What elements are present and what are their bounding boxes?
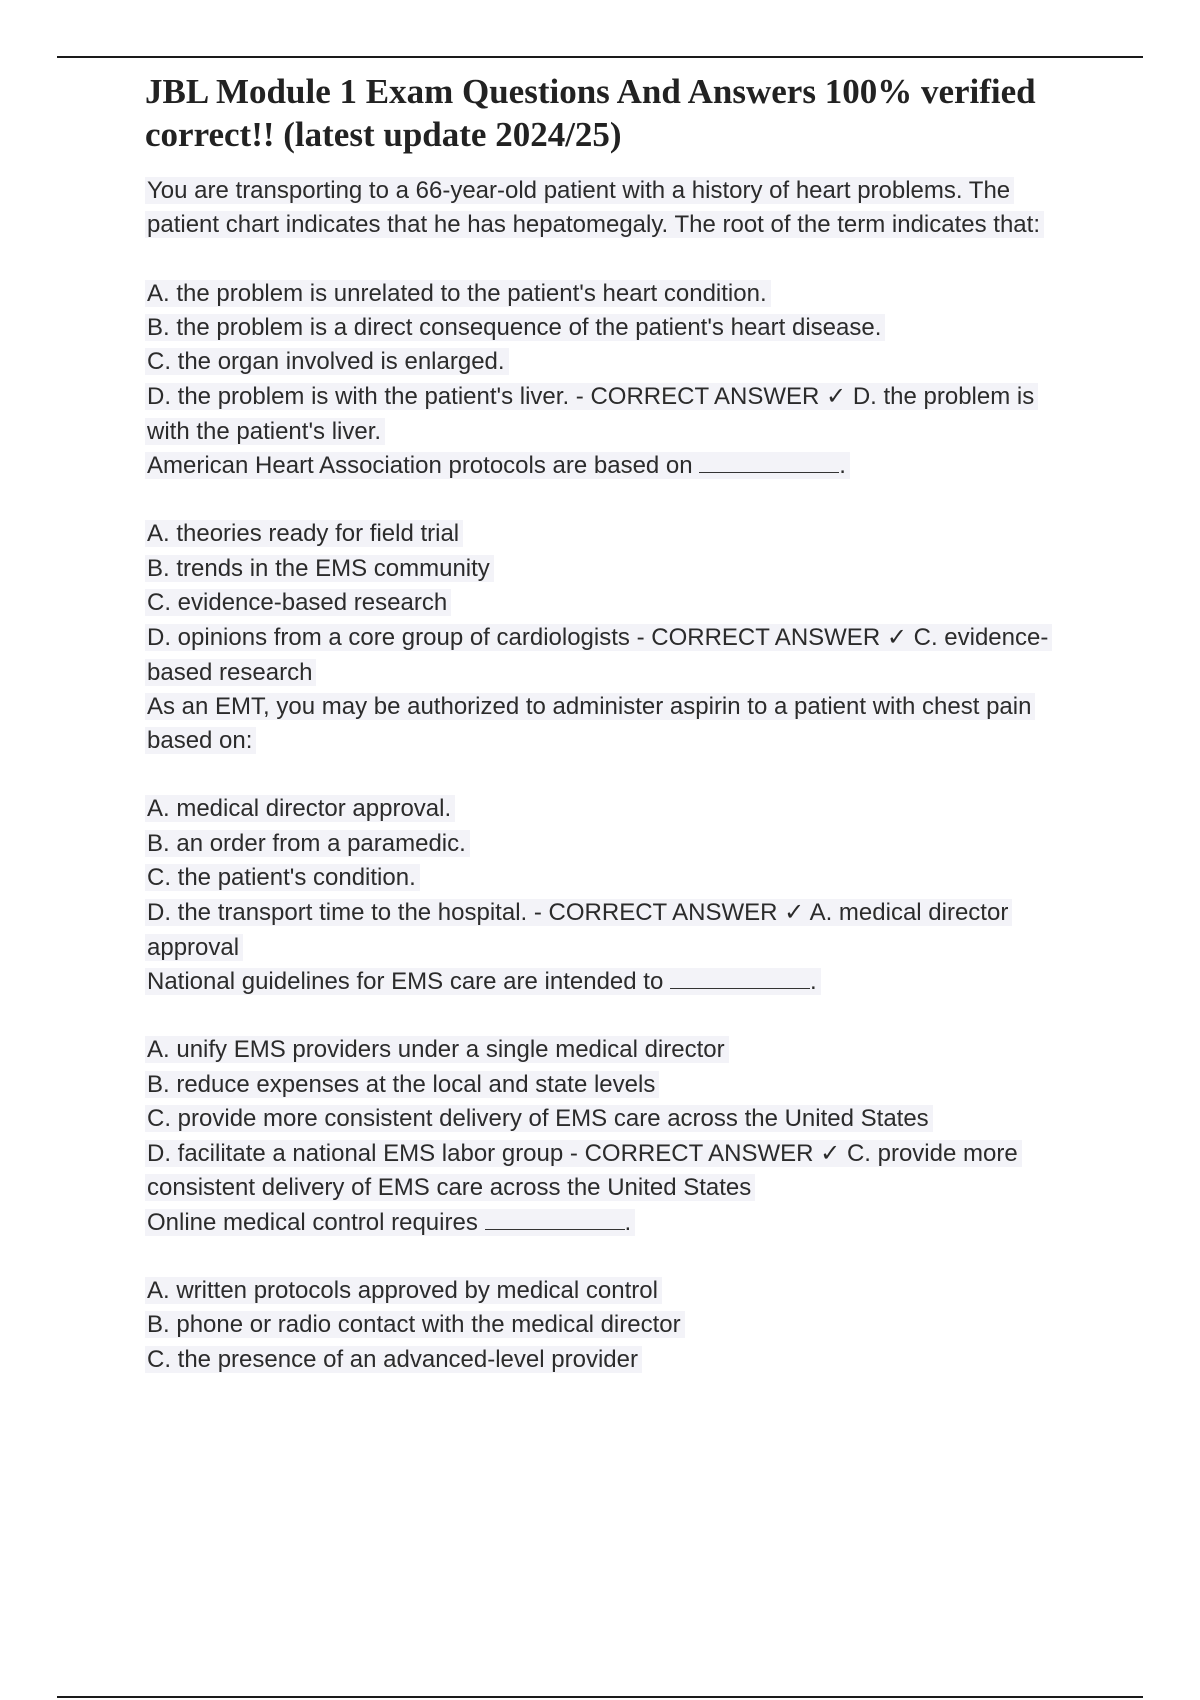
document-page bbox=[145, 70, 1075, 1377]
question-end: . bbox=[624, 1208, 632, 1236]
correct-answer-label: CORRECT ANSWER bbox=[548, 899, 778, 927]
top-rule bbox=[57, 56, 1143, 58]
answer-separator: - bbox=[629, 624, 652, 652]
correct-answer-label: CORRECT ANSWER bbox=[584, 1140, 814, 1168]
option-c: C. the presence of an advanced-level provider bbox=[145, 1346, 642, 1373]
page-title: JBL Module 1 Exam Questions And Answers 100% verified correct!! (latest update 2024/25) bbox=[145, 72, 1036, 154]
check-mark-icon: ✓ bbox=[886, 623, 907, 652]
option-a: A. medical director approval. bbox=[145, 795, 455, 822]
question-text: American Heart Association protocols are based on bbox=[147, 452, 693, 480]
question-item bbox=[145, 690, 1075, 965]
option-c: C. evidence-based research bbox=[145, 589, 451, 616]
check-mark-icon: ✓ bbox=[784, 898, 805, 927]
question-end: . bbox=[809, 967, 817, 995]
option-a: A. the problem is unrelated to the patient's heart condition. bbox=[145, 280, 771, 307]
option-a: A. unify EMS providers under a single medical director bbox=[145, 1036, 729, 1063]
question-text: You are transporting to a 66-year-old patient with a history of heart problems. The patient chart indicates that he has hepatomegaly. The root of the term indicates that: bbox=[145, 177, 1044, 238]
option-b: B. an order from a paramedic. bbox=[145, 830, 470, 857]
correct-answer-text: D. the problem is with the patient's liver. bbox=[147, 383, 1035, 445]
correct-answer-text: A. medical director approval bbox=[147, 899, 1009, 961]
option-a: A. theories ready for field trial bbox=[145, 520, 463, 547]
answer-blank bbox=[485, 1207, 625, 1230]
option-a: A. written protocols approved by medical control bbox=[145, 1277, 662, 1304]
option-b: B. the problem is a direct consequence of the patient's heart disease. bbox=[145, 314, 885, 341]
option-c: C. provide more consistent delivery of EMS care across the United States bbox=[145, 1105, 933, 1132]
option-d: D. opinions from a core group of cardiologists bbox=[147, 624, 630, 652]
question-item bbox=[145, 1206, 1075, 1377]
answer-separator: - bbox=[563, 1140, 585, 1168]
correct-answer-text: C. evidence-based research bbox=[147, 624, 1049, 686]
question-text: Online medical control requires bbox=[147, 1208, 478, 1236]
option-d: D. the transport time to the hospital. bbox=[147, 899, 528, 927]
option-d: D. the problem is with the patient's liver. bbox=[147, 383, 570, 411]
correct-answer-text: C. provide more consistent delivery of EMS care across the United States bbox=[147, 1140, 1018, 1202]
answer-separator: - bbox=[527, 899, 549, 927]
bottom-rule bbox=[57, 1696, 1143, 1698]
question-end: . bbox=[839, 452, 846, 480]
option-b: B. reduce expenses at the local and state levels bbox=[145, 1071, 659, 1098]
answer-blank bbox=[670, 966, 810, 989]
check-mark-icon: ✓ bbox=[820, 1139, 841, 1168]
question-text: As an EMT, you may be authorized to administer aspirin to a patient with chest pain based on: bbox=[145, 693, 1035, 754]
option-c: C. the organ involved is enlarged. bbox=[145, 348, 509, 375]
option-b: B. trends in the EMS community bbox=[145, 555, 494, 582]
option-c: C. the patient's condition. bbox=[145, 864, 420, 891]
question-item bbox=[145, 449, 1075, 690]
question-item bbox=[145, 965, 1075, 1206]
option-d: D. facilitate a national EMS labor group bbox=[147, 1140, 564, 1168]
question-item bbox=[145, 174, 1075, 449]
question-text: National guidelines for EMS care are intended to bbox=[147, 967, 664, 995]
question-list bbox=[145, 174, 1075, 1377]
correct-answer-label: CORRECT ANSWER bbox=[590, 383, 820, 411]
answer-blank bbox=[699, 450, 839, 473]
correct-answer-label: CORRECT ANSWER bbox=[651, 624, 881, 652]
option-b: B. phone or radio contact with the medical director bbox=[145, 1311, 685, 1338]
check-mark-icon: ✓ bbox=[826, 382, 847, 411]
answer-separator: - bbox=[569, 383, 591, 411]
